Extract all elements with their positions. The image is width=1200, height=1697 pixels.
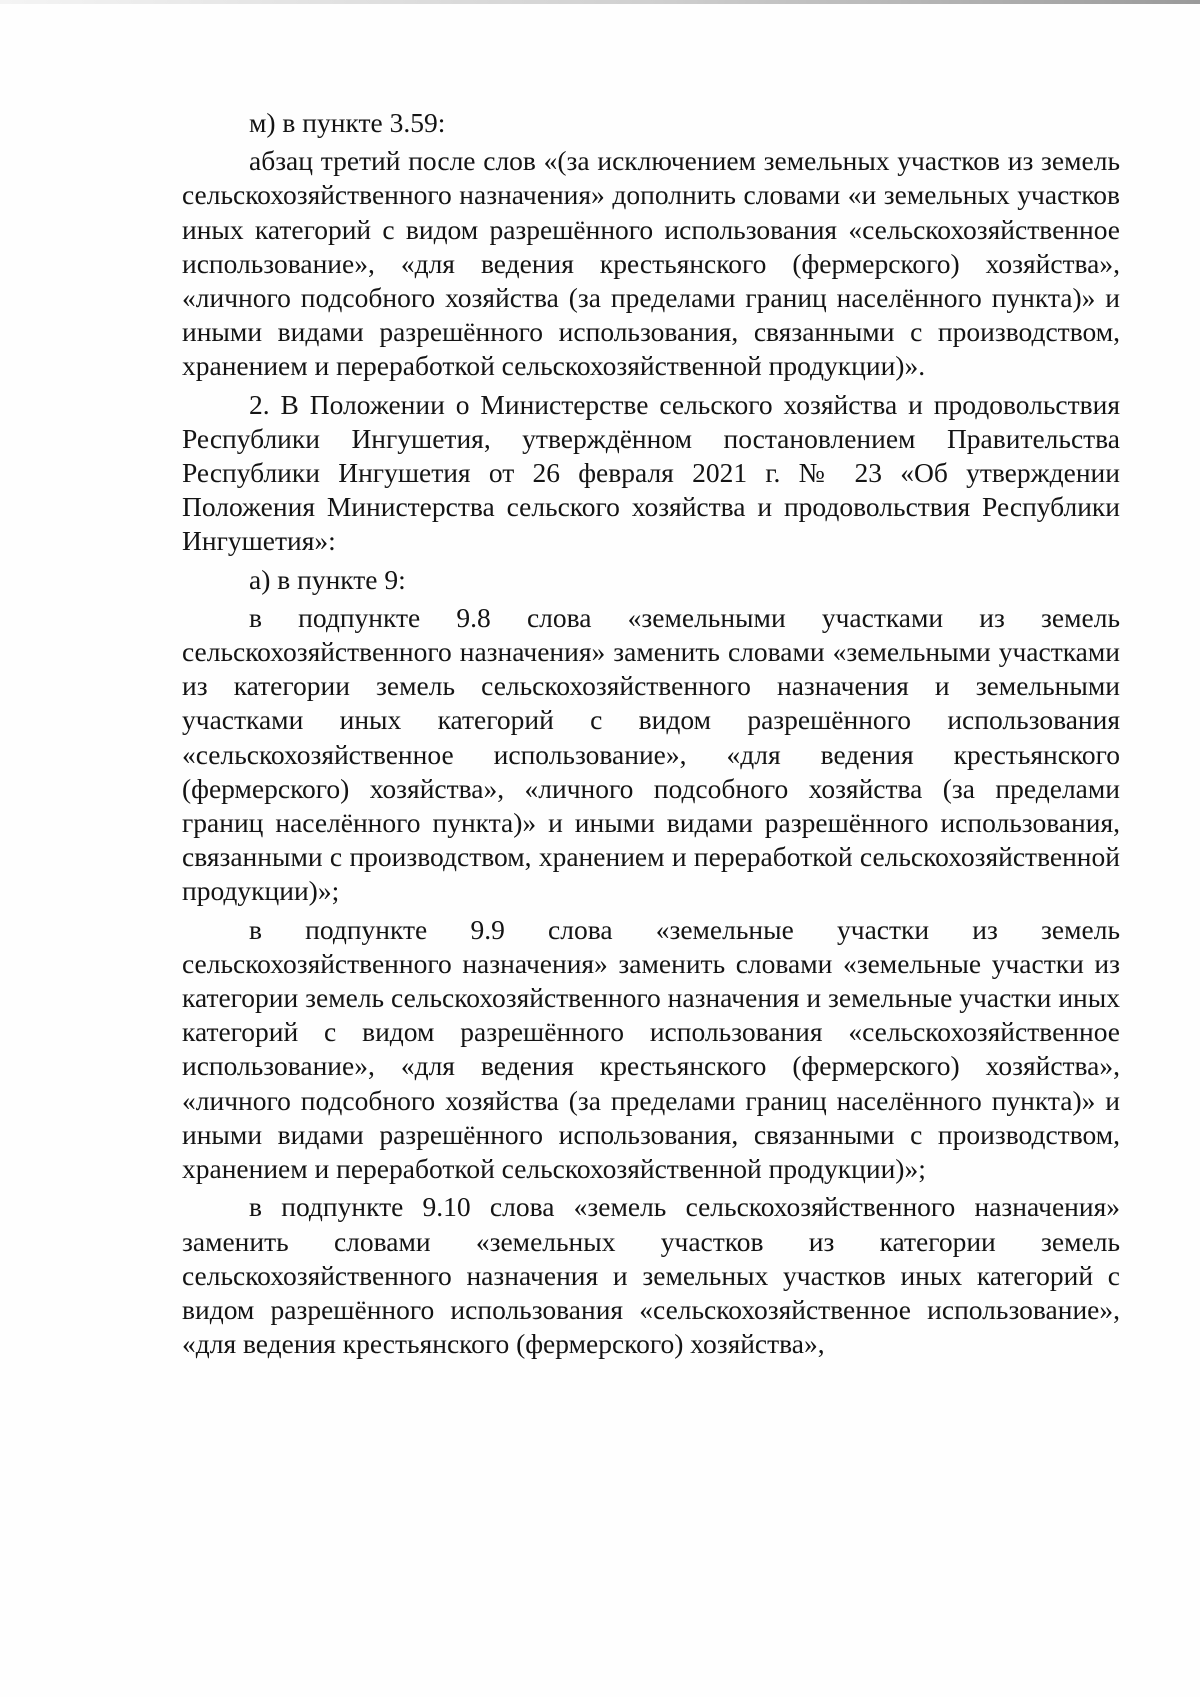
paragraph-item-a: а) в пункте 9:: [249, 563, 406, 595]
paragraph-subitem-9-10: в подпункте 9.10 слова «земель сельскохозяйственного назначения» заменить словами «земельных участков из категории земель сельскохозяйственного назначения и земельных участков иных категорий с видом разрешённого использования «сельскохозяйственное использование», «для ведения крестьянского (фермерского) хозяйства»,: [182, 1191, 1120, 1360]
scan-edge: [0, 0, 1200, 4]
paragraph-item-m: м) в пункте 3.59:: [249, 107, 446, 138]
paragraph-subitem-9-9: в подпункте 9.9 слова «земельные участки из земель сельскохозяйственного назначения» заменить словами «земельные участки из категории земель сельскохозяйственного назначения и земельные участки иных категорий с видом разрешённого использования «сельскохозяйственное использование», «для ведения крестьянского (фермерского) хозяйства», «личного подсобного хозяйства (за пределами границ населённого пункта)» и иными видами разрешённого использования, связанными с производством, хранением и переработкой сельскохозяйственной продукции)»;: [182, 913, 1120, 1185]
paragraph-abzac-tretiy: абзац третий после слов «(за исключением земельных участков из земель сельскохозяйственного назначения» дополнить словами «и земельных участков иных категорий с видом разрешённого использования «сельскохозяйственное использование», «для ведения крестьянского (фермерского) хозяйства», «личного подсобного хозяйства (за пределами границ населённого пункта)» и иными видами разрешённого использования, связанными с производством, хранением и переработкой сельскохозяйственной продукции)».: [182, 145, 1120, 382]
paragraph-item-2: 2. В Положении о Министерстве сельского хозяйства и продовольствия Республики Ингушетия, утверждённом постановлением Правительства Республики Ингушетия от 26 февраля 2021 г. № 23 «Об утверждении Положения Министерства сельского хозяйства и продовольствия Республики Ингушетия»:: [182, 388, 1120, 557]
paragraph-subitem-9-8: в подпункте 9.8 слова «земельными участками из земель сельскохозяйственного назначения» заменить словами «земельными участками из категории земель сельскохозяйственного назначения и земельными участками иных категорий с видом разрешённого использования «сельскохозяйственное использование», «для ведения крестьянского (фермерского) хозяйства», «личного подсобного хозяйства (за пределами границ населённого пункта)» и иными видами разрешённого использования, связанными с производством, хранением и переработкой сельскохозяйственной продукции)»;: [182, 601, 1120, 907]
document-body: [182, 106, 1120, 1365]
